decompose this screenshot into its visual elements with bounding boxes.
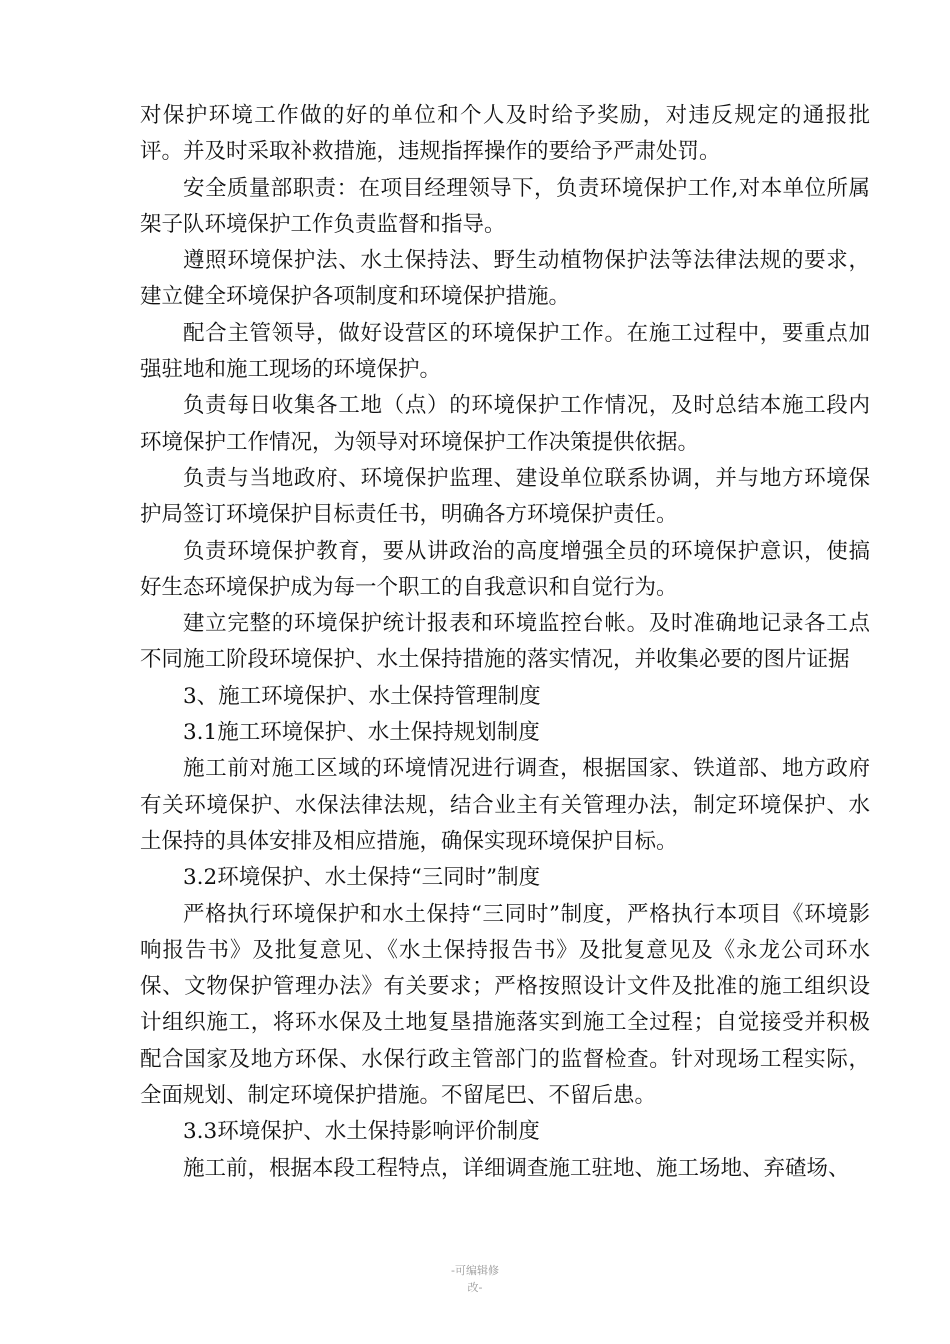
paragraph-education: 负责环境保护教育，要从讲政治的高度增强全员的环境保护意识，使搞好生态环境保护成为每一个职工的自我意识和自觉行为。 [140, 538, 870, 600]
document-body [140, 98, 870, 1187]
section-heading-3-3: 3.3环境保护、水土保持影响评价制度 [183, 1119, 540, 1145]
paragraph-safety-dept-duty: 安全质量部职责：在项目经理领导下，负责环境保护工作,对本单位所属架子队环境保护工作负责监督和指导。 [140, 175, 870, 237]
section-heading-3-2: 3.2环境保护、水土保持“三同时”制度 [183, 865, 541, 891]
page-footer [0, 1262, 950, 1296]
paragraph-daily-collect: 负责每日收集各工地（点）的环境保护工作情况，及时总结本施工段内环境保护工作情况，为领导对环境保护工作决策提供依据。 [140, 393, 870, 455]
paragraph-coordinate: 负责与当地政府、环境保护监理、建设单位联系协调，并与地方环境保护局签订环境保护目标责任书，明确各方环境保护责任。 [140, 465, 870, 528]
section-heading-3: 3、施工环境保护、水土保持管理制度 [183, 683, 541, 709]
paragraph-camp: 配合主管领导，做好设营区的环境保护工作。在施工过程中，要重点加强驻地和施工现场的环境保护。 [140, 320, 870, 383]
paragraph-3-2: 严格执行环境保护和水土保持“三同时”制度，严格执行本项目《环境影响报告书》及批复意见、《水土保持报告书》及批复意见及《永龙公司环水保、文物保护管理办法》有关要求；严格按照设计文件及批准的施工组织设计组织施工，将环水保及土地复垦措施落实到施工全过程；自觉接受并积极配合国家及地方环保、水保行政主管部门的监督检查。针对现场工程实际，全面规划、制定环境保护措施。不留尾巴、不留后患。 [140, 901, 870, 1109]
paragraph-statistics: 建立完整的环境保护统计报表和环境监控台帐。及时准确地记录各工点不同施工阶段环境保护、水土保持措施的落实情况，并收集必要的图片证据 [140, 611, 870, 673]
paragraph-laws: 遵照环境保护法、水土保持法、野生动植物保护法等法律法规的要求，建立健全环境保护各项制度和环境保护措施。 [140, 248, 870, 310]
paragraph-3-1: 施工前对施工区域的环境情况进行调查，根据国家、铁道部、地方政府有关环境保护、水保法律法规，结合业主有关管理办法，制定环境保护、水土保持的具体安排及相应措施，确保实现环境保护目标。 [140, 756, 870, 854]
footer-line-2: 改- [467, 1281, 483, 1294]
paragraph-continuation: 对保护环境工作做的好的单位和个人及时给予奖励，对违反规定的通报批评。并及时采取补救措施，违规指挥操作的要给予严肃处罚。 [140, 103, 870, 165]
footer-line-1: -可编辑修 [451, 1264, 499, 1277]
section-heading-3-1: 3.1施工环境保护、水土保持规划制度 [183, 720, 540, 746]
paragraph-3-3: 施工前，根据本段工程特点，详细调查施工驻地、施工场地、弃碴场、 [183, 1155, 850, 1181]
